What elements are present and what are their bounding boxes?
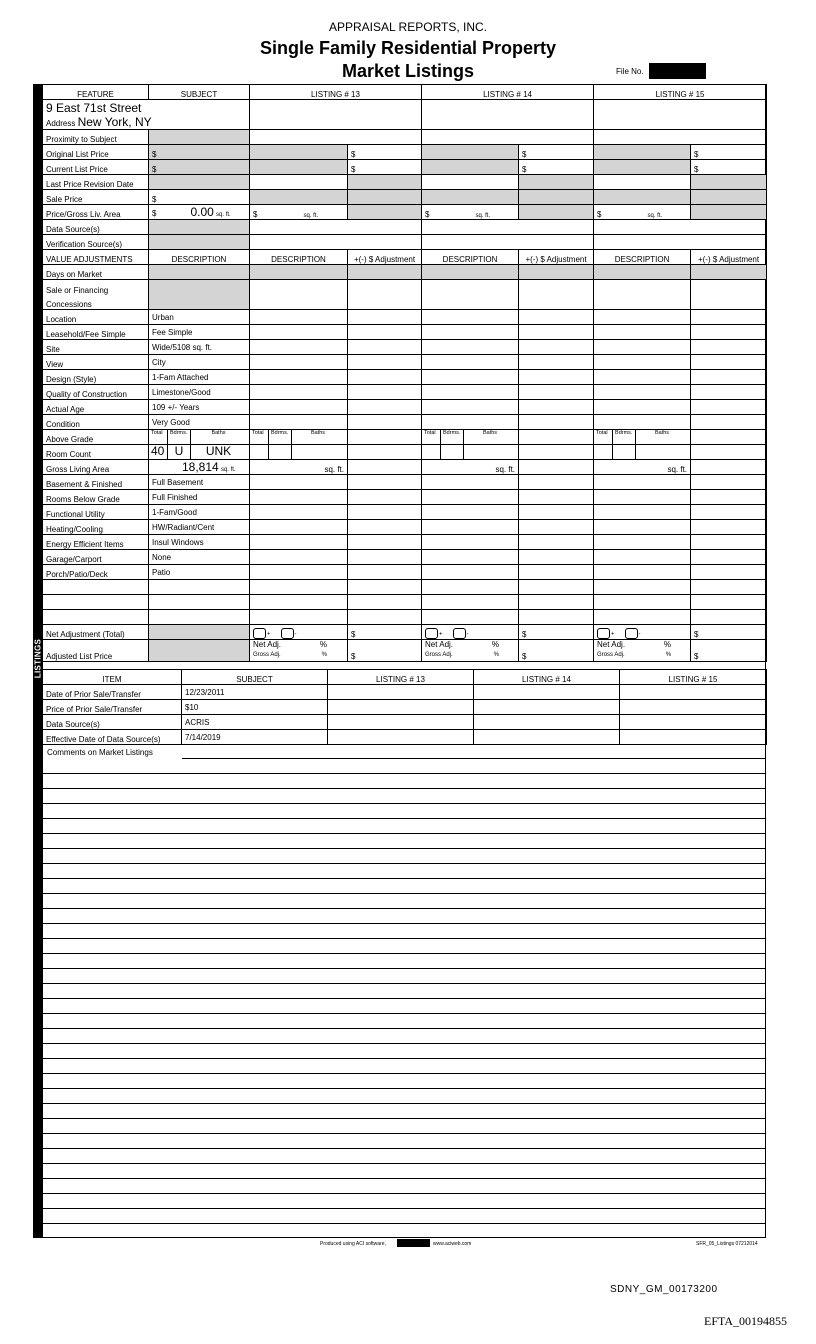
- desc-14: DESCRIPTION: [422, 250, 519, 265]
- dollar-sign: $: [152, 209, 157, 218]
- subject-address: [43, 115, 250, 130]
- comment-line: [42, 878, 766, 879]
- current-price-dollar: $: [149, 160, 250, 175]
- basement-label: Basement & Finished: [43, 475, 149, 490]
- file-no-redaction: [649, 63, 706, 79]
- comment-line: [42, 818, 766, 819]
- data-source-label: Data Source(s): [43, 220, 149, 235]
- minus-label: -: [466, 631, 469, 638]
- prior-source-value: ACRIS: [182, 715, 328, 730]
- rooms-below-value: Full Finished: [149, 490, 250, 505]
- col-listing13: LISTING # 13: [250, 85, 422, 100]
- adj-15: +(-) $ Adjustment: [691, 250, 767, 265]
- price-gla-15: [594, 205, 691, 220]
- comment-line: [42, 998, 766, 999]
- total-hdr: Total: [250, 430, 269, 444]
- gross-adj-label: Gross Adj.: [253, 652, 281, 658]
- net-adj-total-label: Net Adjustment (Total): [43, 625, 149, 640]
- comment-line: [42, 863, 766, 864]
- verif-source-label: Verification Source(s): [43, 235, 149, 250]
- price-gla-value: 0.00: [190, 205, 214, 219]
- current-price-14: $: [519, 160, 594, 175]
- comment-line: [42, 1193, 766, 1194]
- col-listing14: LISTING # 14: [422, 85, 594, 100]
- location-value: Urban: [149, 310, 250, 325]
- view-label: View: [43, 355, 149, 370]
- proximity-label: Proximity to Subject: [43, 130, 149, 145]
- heating-label: Heating/Cooling: [43, 520, 149, 535]
- adj-price-13: $: [348, 640, 422, 662]
- comment-line: [42, 1118, 766, 1119]
- gla-value: 18,814: [182, 460, 219, 474]
- footer-produced: Produced using ACI software,: [320, 1241, 386, 1247]
- footer-web: www.aciweb.com: [433, 1241, 472, 1247]
- orig-price-15: $: [691, 145, 767, 160]
- dollar-sign: $: [425, 210, 430, 219]
- site-label: Site: [43, 340, 149, 355]
- header-row: [43, 85, 767, 100]
- subject-city: New York, NY: [77, 115, 152, 129]
- prior-14-hdr: LISTING # 14: [474, 670, 620, 685]
- age-value: 109 +/- Years: [149, 400, 250, 415]
- desc-subject: DESCRIPTION: [149, 250, 250, 265]
- form-subtitle: Market Listings: [341, 61, 475, 81]
- desc-15: DESCRIPTION: [594, 250, 691, 265]
- baths-hdr: Baths: [482, 430, 498, 436]
- comment-line: [42, 953, 766, 954]
- adj-14: +(-) $ Adjustment: [519, 250, 594, 265]
- footer-redaction: [397, 1239, 430, 1247]
- minus-checkbox[interactable]: [625, 628, 638, 639]
- design-value: 1-Fam Attached: [149, 370, 250, 385]
- adj-price-14: $: [519, 640, 594, 662]
- bdrms-hdr: Bdrms.: [168, 430, 191, 444]
- garage-label: Garage/Carport: [43, 550, 149, 565]
- comment-line: [42, 833, 766, 834]
- comment-line: [42, 1028, 766, 1029]
- prior-price-value: $10: [182, 700, 328, 715]
- energy-value: Insul Windows: [149, 535, 250, 550]
- efta-number: EFTA_00194855: [704, 1314, 788, 1328]
- site-value: Wide/5108 sq. ft.: [149, 340, 250, 355]
- pct-label: %: [663, 640, 672, 649]
- prior-13-hdr: LISTING # 13: [328, 670, 474, 685]
- condition-label: Condition: [43, 415, 149, 430]
- sqft-unit: sq. ft.: [647, 213, 663, 219]
- sidebar-label-text: LISTINGS: [33, 638, 43, 679]
- plus-checkbox[interactable]: [253, 628, 266, 639]
- minus-label: -: [294, 631, 297, 638]
- comments-label: Comments on Market Listings: [47, 748, 153, 757]
- subject-street: [43, 100, 250, 115]
- gross-adj-label: Gross Adj.: [597, 652, 625, 658]
- gross-adj-label: Gross Adj.: [425, 652, 453, 658]
- comment-line: [42, 1223, 766, 1224]
- comment-line: [182, 758, 766, 759]
- view-value: City: [149, 355, 250, 370]
- room-count-subject: [149, 445, 250, 460]
- current-price-label: Current List Price: [43, 160, 149, 175]
- porch-label: Porch/Patio/Deck: [43, 565, 149, 580]
- comment-line: [42, 1043, 766, 1044]
- net-adj-dollar-13: $: [348, 625, 422, 640]
- condition-value: Very Good: [149, 415, 250, 430]
- functional-value: 1-Fam/Good: [149, 505, 250, 520]
- heating-value: HW/Radiant/Cent: [149, 520, 250, 535]
- comment-line: [42, 803, 766, 804]
- age-label: Actual Age: [43, 400, 149, 415]
- pct-label: %: [319, 640, 327, 649]
- gla-14: sq. ft.: [422, 460, 519, 475]
- sale-fin-label1: Sale or Financing: [43, 280, 149, 295]
- comment-line: [42, 938, 766, 939]
- gla-15: sq. ft.: [594, 460, 691, 475]
- comment-line: [42, 1088, 766, 1089]
- prior-sale-grid: [42, 669, 767, 745]
- adj-list-price-label: Adjusted List Price: [43, 640, 149, 662]
- current-price-15: $: [691, 160, 767, 175]
- sqft-unit: sq. ft.: [216, 212, 231, 218]
- form-title: Single Family Residential Property: [259, 38, 557, 58]
- comment-line: [42, 773, 766, 774]
- net-adj-13: [250, 625, 348, 640]
- comment-line: [42, 1133, 766, 1134]
- plus-label: +: [439, 631, 443, 638]
- comment-line: [42, 1148, 766, 1149]
- comment-line: [42, 848, 766, 849]
- leasehold-label: Leasehold/Fee Simple: [43, 325, 149, 340]
- prior-effective-label: Effective Date of Data Source(s): [43, 730, 182, 745]
- footer-form-id: SFR_05_Listings 07212014: [696, 1241, 758, 1247]
- sale-fin-label2: Concessions: [43, 295, 149, 310]
- net-adj-label: Net Adj.: [597, 640, 626, 649]
- bdrms-hdr: Bdrms.: [441, 430, 464, 444]
- comment-line: [42, 893, 766, 894]
- price-gla-subject: [149, 205, 250, 220]
- total-hdr: Total: [149, 430, 168, 444]
- comment-line: [42, 1178, 766, 1179]
- minus-checkbox[interactable]: [453, 628, 466, 639]
- comment-line: [42, 788, 766, 789]
- prior-date-value: 12/23/2011: [182, 685, 328, 700]
- plus-checkbox[interactable]: [425, 628, 438, 639]
- dollar-sign: $: [253, 210, 258, 219]
- comment-line: [42, 968, 766, 969]
- plus-label: +: [611, 631, 615, 638]
- comment-line: [42, 923, 766, 924]
- plus-checkbox[interactable]: [597, 628, 610, 639]
- comment-line: [42, 1073, 766, 1074]
- net-adj-14: [422, 625, 519, 640]
- subject-street-value: 9 East 71st Street: [46, 100, 142, 115]
- col-feature: FEATURE: [43, 85, 149, 100]
- company-name: APPRAISAL REPORTS, INC.: [328, 20, 488, 34]
- dom-label: Days on Market: [43, 265, 149, 280]
- location-label: Location: [43, 310, 149, 325]
- prior-item-hdr: ITEM: [43, 670, 182, 685]
- basement-value: Full Basement: [149, 475, 250, 490]
- baths-hdr: Baths: [310, 430, 326, 436]
- col-listing15: LISTING # 15: [594, 85, 767, 100]
- pct-label: %: [493, 652, 500, 658]
- baths-hdr: Baths: [654, 430, 670, 436]
- porch-value: Patio: [149, 565, 250, 580]
- listings-grid: [42, 84, 767, 662]
- pct-label: %: [491, 640, 500, 649]
- price-gla-13: [250, 205, 348, 220]
- price-gla-label: Price/Gross Liv. Area: [43, 205, 149, 220]
- net-adj-dollar-14: $: [519, 625, 594, 640]
- gross-adj-15: [594, 640, 691, 662]
- rooms-below-label: Rooms Below Grade: [43, 490, 149, 505]
- sqft-unit: sq. ft.: [475, 213, 491, 219]
- gla-13: sq. ft.: [250, 460, 348, 475]
- orig-price-14: $: [519, 145, 594, 160]
- design-label: Design (Style): [43, 370, 149, 385]
- comment-line: [42, 1103, 766, 1104]
- sale-price-label: Sale Price: [43, 190, 149, 205]
- pct-label: %: [321, 652, 327, 658]
- energy-label: Energy Efficient Items: [43, 535, 149, 550]
- prior-effective-value: 7/14/2019: [182, 730, 328, 745]
- gross-adj-13: [250, 640, 348, 662]
- net-adj-15: [594, 625, 691, 640]
- orig-price-label: Original List Price: [43, 145, 149, 160]
- quality-label: Quality of Construction: [43, 385, 149, 400]
- quality-value: Limestone/Good: [149, 385, 250, 400]
- room-total: 40: [149, 445, 168, 459]
- comment-line: [42, 983, 766, 984]
- dollar-sign: $: [597, 210, 602, 219]
- gross-adj-14: [422, 640, 519, 662]
- gla-subject: [149, 460, 250, 475]
- bates-number: SDNY_GM_00173200: [610, 1284, 718, 1295]
- above-grade-label: Above Grade: [43, 430, 149, 445]
- above-grade-15: [594, 430, 691, 445]
- col-subject: SUBJECT: [149, 85, 250, 100]
- bdrms-hdr: Bdrms.: [269, 430, 292, 444]
- sqft-unit: sq. ft.: [220, 467, 236, 473]
- bdrms-hdr: Bdrms.: [613, 430, 636, 444]
- orig-price-dollar: $: [149, 145, 250, 160]
- comment-line: [42, 1163, 766, 1164]
- address-label: Address: [46, 119, 76, 128]
- functional-label: Functional Utility: [43, 505, 149, 520]
- prior-date-label: Date of Prior Sale/Transfer: [43, 685, 182, 700]
- prior-source-label: Data Source(s): [43, 715, 182, 730]
- total-hdr: Total: [594, 430, 613, 444]
- current-price-13: $: [348, 160, 422, 175]
- value-adj-label: VALUE ADJUSTMENTS: [43, 250, 149, 265]
- prior-price-label: Price of Prior Sale/Transfer: [43, 700, 182, 715]
- desc-13: DESCRIPTION: [250, 250, 348, 265]
- file-no-label: File No.: [616, 67, 644, 76]
- comment-line: [42, 1058, 766, 1059]
- total-hdr: Total: [422, 430, 441, 444]
- pct-label: %: [665, 652, 672, 658]
- last-rev-label: Last Price Revision Date: [43, 175, 149, 190]
- gla-label: Gross Living Area: [43, 460, 149, 475]
- sqft-unit: sq. ft.: [303, 213, 319, 219]
- above-grade-14: [422, 430, 519, 445]
- garage-value: None: [149, 550, 250, 565]
- orig-price-13: $: [348, 145, 422, 160]
- room-baths: UNK: [205, 444, 232, 458]
- plus-label: +: [267, 631, 271, 638]
- room-count-label: Room Count: [43, 445, 149, 460]
- adj-price-15: $: [691, 640, 767, 662]
- prior-15-hdr: LISTING # 15: [620, 670, 767, 685]
- net-adj-dollar-15: $: [691, 625, 767, 640]
- minus-label: -: [638, 631, 641, 638]
- baths-hdr: Baths: [211, 430, 226, 436]
- sale-price-dollar: $: [149, 190, 250, 205]
- comment-line: [42, 1208, 766, 1209]
- above-grade-13: [250, 430, 348, 445]
- room-bdrms: U: [168, 445, 191, 459]
- price-gla-14: [422, 205, 519, 220]
- leasehold-value: Fee Simple: [149, 325, 250, 340]
- net-adj-label: Net Adj.: [253, 640, 282, 649]
- adj-13: +(-) $ Adjustment: [348, 250, 422, 265]
- comment-line: [42, 908, 766, 909]
- comment-line: [42, 1013, 766, 1014]
- minus-checkbox[interactable]: [281, 628, 294, 639]
- above-grade-subject: [149, 430, 250, 445]
- net-adj-label: Net Adj.: [425, 640, 454, 649]
- prior-subject-hdr: SUBJECT: [182, 670, 328, 685]
